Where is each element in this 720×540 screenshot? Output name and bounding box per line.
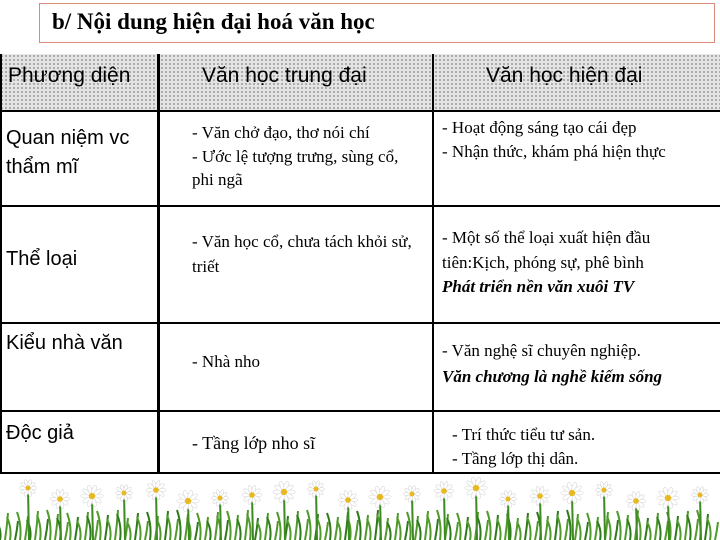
header-aspect: Phương diện — [8, 64, 131, 87]
comparison-table — [0, 54, 720, 474]
row4-modern-line1: - Trí thức tiểu tư sản. — [452, 425, 596, 444]
row3-modern-line1: - Văn nghệ sĩ chuyên nghiệp. — [442, 341, 641, 360]
row4-aspect: Độc giả — [6, 422, 74, 444]
header-medieval: Văn học trung đại — [202, 64, 367, 87]
header-cell-modern — [434, 54, 720, 110]
row1-medieval-line1: - Văn chở đạo, thơ nói chí — [192, 123, 370, 142]
row2-modern-emphasis: Phát triển nền văn xuôi TV — [442, 277, 635, 296]
row-divider-2 — [0, 322, 720, 324]
row1-aspect: Quan niệm vc thẩm mĩ — [6, 127, 130, 178]
slide-title: b/ Nội dung hiện đại hoá văn học — [52, 9, 375, 34]
title-box — [39, 3, 715, 43]
daisy-border-decoration — [0, 476, 720, 540]
bottom-border — [0, 472, 720, 474]
row-divider-3 — [0, 410, 720, 412]
row2-medieval-line1: - Văn học cổ, chưa tách khỏi sử, triết — [192, 232, 412, 276]
row3-modern-emphasis: Văn chương là nghề kiếm sống — [442, 367, 663, 386]
row1-medieval-line2: - Ước lệ tượng trưng, sùng cổ, phi ngã — [192, 147, 399, 189]
row2-modern-line1: - Một số thể loại xuất hiện đầu tiên:Kịch, phóng sự, phê bình — [442, 228, 651, 272]
row1-modern-line1: - Hoạt động sáng tạo cái đẹp — [442, 118, 637, 137]
row2-aspect: Thể loại — [6, 248, 78, 270]
row-divider-header — [0, 110, 720, 112]
header-cell-aspect — [0, 54, 157, 110]
header-modern: Văn học hiện đại — [486, 64, 643, 87]
row1-modern-line2: - Nhận thức, khám phá hiện thực — [442, 142, 666, 161]
row3-medieval-line1: - Nhà nho — [192, 352, 260, 371]
header-cell-medieval — [160, 54, 432, 110]
row4-modern-line2: - Tầng lớp thị dân. — [452, 449, 579, 468]
row4-medieval-line1: - Tầng lớp nho sĩ — [192, 433, 316, 453]
row-divider-1 — [0, 205, 720, 207]
row3-aspect: Kiểu nhà văn — [6, 332, 123, 354]
